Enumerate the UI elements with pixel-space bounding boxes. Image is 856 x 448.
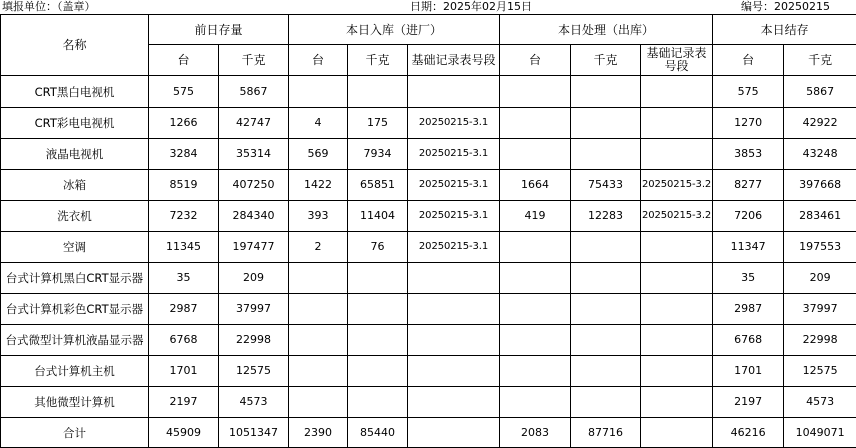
out-record-cell bbox=[641, 108, 713, 139]
table-row bbox=[1, 263, 856, 294]
out-kg-cell bbox=[571, 139, 641, 170]
prev-kg-header: 千克 bbox=[219, 45, 289, 76]
out-kg-cell bbox=[571, 356, 641, 387]
in-record-cell bbox=[408, 294, 500, 325]
bal-units-cell: 3853 bbox=[713, 139, 784, 170]
name-column-header: 名称 bbox=[1, 15, 149, 76]
bal-units-cell: 46216 bbox=[713, 418, 784, 448]
prev-units-header: 台 bbox=[149, 45, 219, 76]
table-row bbox=[1, 387, 856, 418]
bal-kg-cell: 197553 bbox=[784, 232, 856, 263]
name-cell: CRT黑白电视机 bbox=[1, 76, 149, 108]
table-row bbox=[1, 76, 856, 108]
out-units-cell: 2083 bbox=[500, 418, 571, 448]
bal-kg-cell: 43248 bbox=[784, 139, 856, 170]
table-row bbox=[1, 325, 856, 356]
in-units-cell bbox=[289, 387, 348, 418]
report-header bbox=[0, 0, 856, 14]
in-units-cell: 2390 bbox=[289, 418, 348, 448]
in-units-cell bbox=[289, 325, 348, 356]
bal-units-cell: 6768 bbox=[713, 325, 784, 356]
prev-kg-cell: 22998 bbox=[219, 325, 289, 356]
bal-kg-header: 千克 bbox=[784, 45, 856, 76]
name-cell: 合计 bbox=[1, 418, 149, 448]
prev-units-cell: 1701 bbox=[149, 356, 219, 387]
name-cell: 空调 bbox=[1, 232, 149, 263]
prev-units-cell: 6768 bbox=[149, 325, 219, 356]
bal-kg-cell: 283461 bbox=[784, 201, 856, 232]
bal-units-cell: 35 bbox=[713, 263, 784, 294]
name-cell: 台式计算机彩色CRT显示器 bbox=[1, 294, 149, 325]
prev-kg-cell: 5867 bbox=[219, 76, 289, 108]
in-kg-cell bbox=[348, 325, 408, 356]
bal-kg-cell: 4573 bbox=[784, 387, 856, 418]
in-record-cell bbox=[408, 76, 500, 108]
in-kg-cell: 65851 bbox=[348, 170, 408, 201]
in-units-cell bbox=[289, 263, 348, 294]
in-record-cell bbox=[408, 387, 500, 418]
out-record-cell: 20250215-3.2 bbox=[641, 201, 713, 232]
in-record-cell: 20250215-3.1 bbox=[408, 108, 500, 139]
bal-kg-cell: 5867 bbox=[784, 76, 856, 108]
in-kg-cell: 85440 bbox=[348, 418, 408, 448]
in-kg-header: 千克 bbox=[348, 45, 408, 76]
bal-kg-cell: 42922 bbox=[784, 108, 856, 139]
out-record-cell: 20250215-3.2 bbox=[641, 170, 713, 201]
prev-units-cell: 2197 bbox=[149, 387, 219, 418]
bal-kg-cell: 1049071 bbox=[784, 418, 856, 448]
bal-units-cell: 575 bbox=[713, 76, 784, 108]
out-units-cell bbox=[500, 294, 571, 325]
prev-units-cell: 7232 bbox=[149, 201, 219, 232]
prev-kg-cell: 42747 bbox=[219, 108, 289, 139]
prev-kg-cell: 197477 bbox=[219, 232, 289, 263]
in-kg-cell bbox=[348, 76, 408, 108]
in-kg-cell bbox=[348, 294, 408, 325]
out-units-cell bbox=[500, 232, 571, 263]
prev-units-cell: 45909 bbox=[149, 418, 219, 448]
prev-kg-cell: 284340 bbox=[219, 201, 289, 232]
report-date: 日期：2025年02月15日 bbox=[410, 0, 532, 14]
in-kg-cell: 76 bbox=[348, 232, 408, 263]
table-row bbox=[1, 170, 856, 201]
bal-units-cell: 1270 bbox=[713, 108, 784, 139]
in-record-cell bbox=[408, 418, 500, 448]
inventory-table bbox=[0, 14, 856, 448]
in-kg-cell bbox=[348, 387, 408, 418]
out-record-cell bbox=[641, 294, 713, 325]
total-row bbox=[1, 418, 856, 448]
out-units-cell bbox=[500, 76, 571, 108]
in-record-cell: 20250215-3.1 bbox=[408, 201, 500, 232]
prev-units-cell: 2987 bbox=[149, 294, 219, 325]
prev-units-cell: 1266 bbox=[149, 108, 219, 139]
prev-kg-cell: 37997 bbox=[219, 294, 289, 325]
table-row bbox=[1, 356, 856, 387]
prev-units-cell: 3284 bbox=[149, 139, 219, 170]
bal-units-cell: 7206 bbox=[713, 201, 784, 232]
out-kg-cell bbox=[571, 325, 641, 356]
in-units-cell bbox=[289, 294, 348, 325]
out-record-cell bbox=[641, 387, 713, 418]
name-cell: 台式计算机黑白CRT显示器 bbox=[1, 263, 149, 294]
table-row bbox=[1, 294, 856, 325]
in-units-cell bbox=[289, 356, 348, 387]
name-cell: 液晶电视机 bbox=[1, 139, 149, 170]
out-units-cell: 419 bbox=[500, 201, 571, 232]
name-cell: 冰箱 bbox=[1, 170, 149, 201]
in-record-cell: 20250215-3.1 bbox=[408, 139, 500, 170]
in-units-cell: 569 bbox=[289, 139, 348, 170]
out-kg-cell: 75433 bbox=[571, 170, 641, 201]
table-row bbox=[1, 201, 856, 232]
in-units-cell: 1422 bbox=[289, 170, 348, 201]
bal-units-cell: 1701 bbox=[713, 356, 784, 387]
intake-header: 本日入库（进厂） bbox=[289, 15, 500, 45]
bal-units-header: 台 bbox=[713, 45, 784, 76]
in-units-cell: 4 bbox=[289, 108, 348, 139]
name-cell: CRT彩电电视机 bbox=[1, 108, 149, 139]
out-kg-cell bbox=[571, 108, 641, 139]
prev-units-cell: 11345 bbox=[149, 232, 219, 263]
out-units-cell bbox=[500, 263, 571, 294]
out-record-cell bbox=[641, 325, 713, 356]
in-units-cell: 2 bbox=[289, 232, 348, 263]
bal-kg-cell: 209 bbox=[784, 263, 856, 294]
prev-kg-cell: 12575 bbox=[219, 356, 289, 387]
out-units-cell bbox=[500, 387, 571, 418]
out-record-cell bbox=[641, 139, 713, 170]
out-kg-cell bbox=[571, 263, 641, 294]
name-cell: 台式计算机主机 bbox=[1, 356, 149, 387]
processing-header: 本日处理（出库） bbox=[500, 15, 713, 45]
out-kg-cell: 87716 bbox=[571, 418, 641, 448]
in-record-header: 基础记录表号段 bbox=[408, 45, 500, 76]
out-record-cell bbox=[641, 76, 713, 108]
out-kg-cell: 12283 bbox=[571, 201, 641, 232]
bal-kg-cell: 22998 bbox=[784, 325, 856, 356]
out-record-header: 基础记录表号段 bbox=[641, 45, 713, 76]
out-record-cell bbox=[641, 356, 713, 387]
out-units-cell bbox=[500, 108, 571, 139]
prev-units-cell: 35 bbox=[149, 263, 219, 294]
prev-stock-header: 前日存量 bbox=[149, 15, 289, 45]
in-kg-cell bbox=[348, 356, 408, 387]
out-units-cell bbox=[500, 139, 571, 170]
in-record-cell bbox=[408, 356, 500, 387]
in-kg-cell: 11404 bbox=[348, 201, 408, 232]
bal-kg-cell: 397668 bbox=[784, 170, 856, 201]
in-record-cell bbox=[408, 325, 500, 356]
in-units-cell bbox=[289, 76, 348, 108]
prev-kg-cell: 407250 bbox=[219, 170, 289, 201]
in-kg-cell bbox=[348, 263, 408, 294]
out-kg-cell bbox=[571, 76, 641, 108]
reporting-unit-label: 填报单位：（盖章） bbox=[2, 0, 96, 14]
bal-units-cell: 8277 bbox=[713, 170, 784, 201]
prev-kg-cell: 35314 bbox=[219, 139, 289, 170]
out-units-header: 台 bbox=[500, 45, 571, 76]
in-record-cell bbox=[408, 263, 500, 294]
name-cell: 其他微型计算机 bbox=[1, 387, 149, 418]
in-kg-cell: 7934 bbox=[348, 139, 408, 170]
out-kg-cell bbox=[571, 232, 641, 263]
in-record-cell: 20250215-3.1 bbox=[408, 232, 500, 263]
out-kg-header: 千克 bbox=[571, 45, 641, 76]
prev-kg-cell: 4573 bbox=[219, 387, 289, 418]
prev-units-cell: 575 bbox=[149, 76, 219, 108]
prev-kg-cell: 1051347 bbox=[219, 418, 289, 448]
out-units-cell bbox=[500, 356, 571, 387]
out-units-cell: 1664 bbox=[500, 170, 571, 201]
prev-kg-cell: 209 bbox=[219, 263, 289, 294]
in-units-cell: 393 bbox=[289, 201, 348, 232]
prev-units-cell: 8519 bbox=[149, 170, 219, 201]
bal-units-cell: 2987 bbox=[713, 294, 784, 325]
table-row bbox=[1, 232, 856, 263]
bal-kg-cell: 12575 bbox=[784, 356, 856, 387]
out-record-cell bbox=[641, 418, 713, 448]
in-record-cell: 20250215-3.1 bbox=[408, 170, 500, 201]
bal-units-cell: 2197 bbox=[713, 387, 784, 418]
in-kg-cell: 175 bbox=[348, 108, 408, 139]
table-row bbox=[1, 139, 856, 170]
bal-kg-cell: 37997 bbox=[784, 294, 856, 325]
out-record-cell bbox=[641, 263, 713, 294]
name-cell: 台式微型计算机液晶显示器 bbox=[1, 325, 149, 356]
out-kg-cell bbox=[571, 387, 641, 418]
balance-header: 本日结存 bbox=[713, 15, 856, 45]
in-units-header: 台 bbox=[289, 45, 348, 76]
out-record-cell bbox=[641, 232, 713, 263]
out-units-cell bbox=[500, 325, 571, 356]
out-kg-cell bbox=[571, 294, 641, 325]
table-row bbox=[1, 108, 856, 139]
group-header-row bbox=[1, 15, 856, 45]
name-cell: 洗衣机 bbox=[1, 201, 149, 232]
bal-units-cell: 11347 bbox=[713, 232, 784, 263]
report-serial-number: 编号：20250215 bbox=[741, 0, 830, 14]
